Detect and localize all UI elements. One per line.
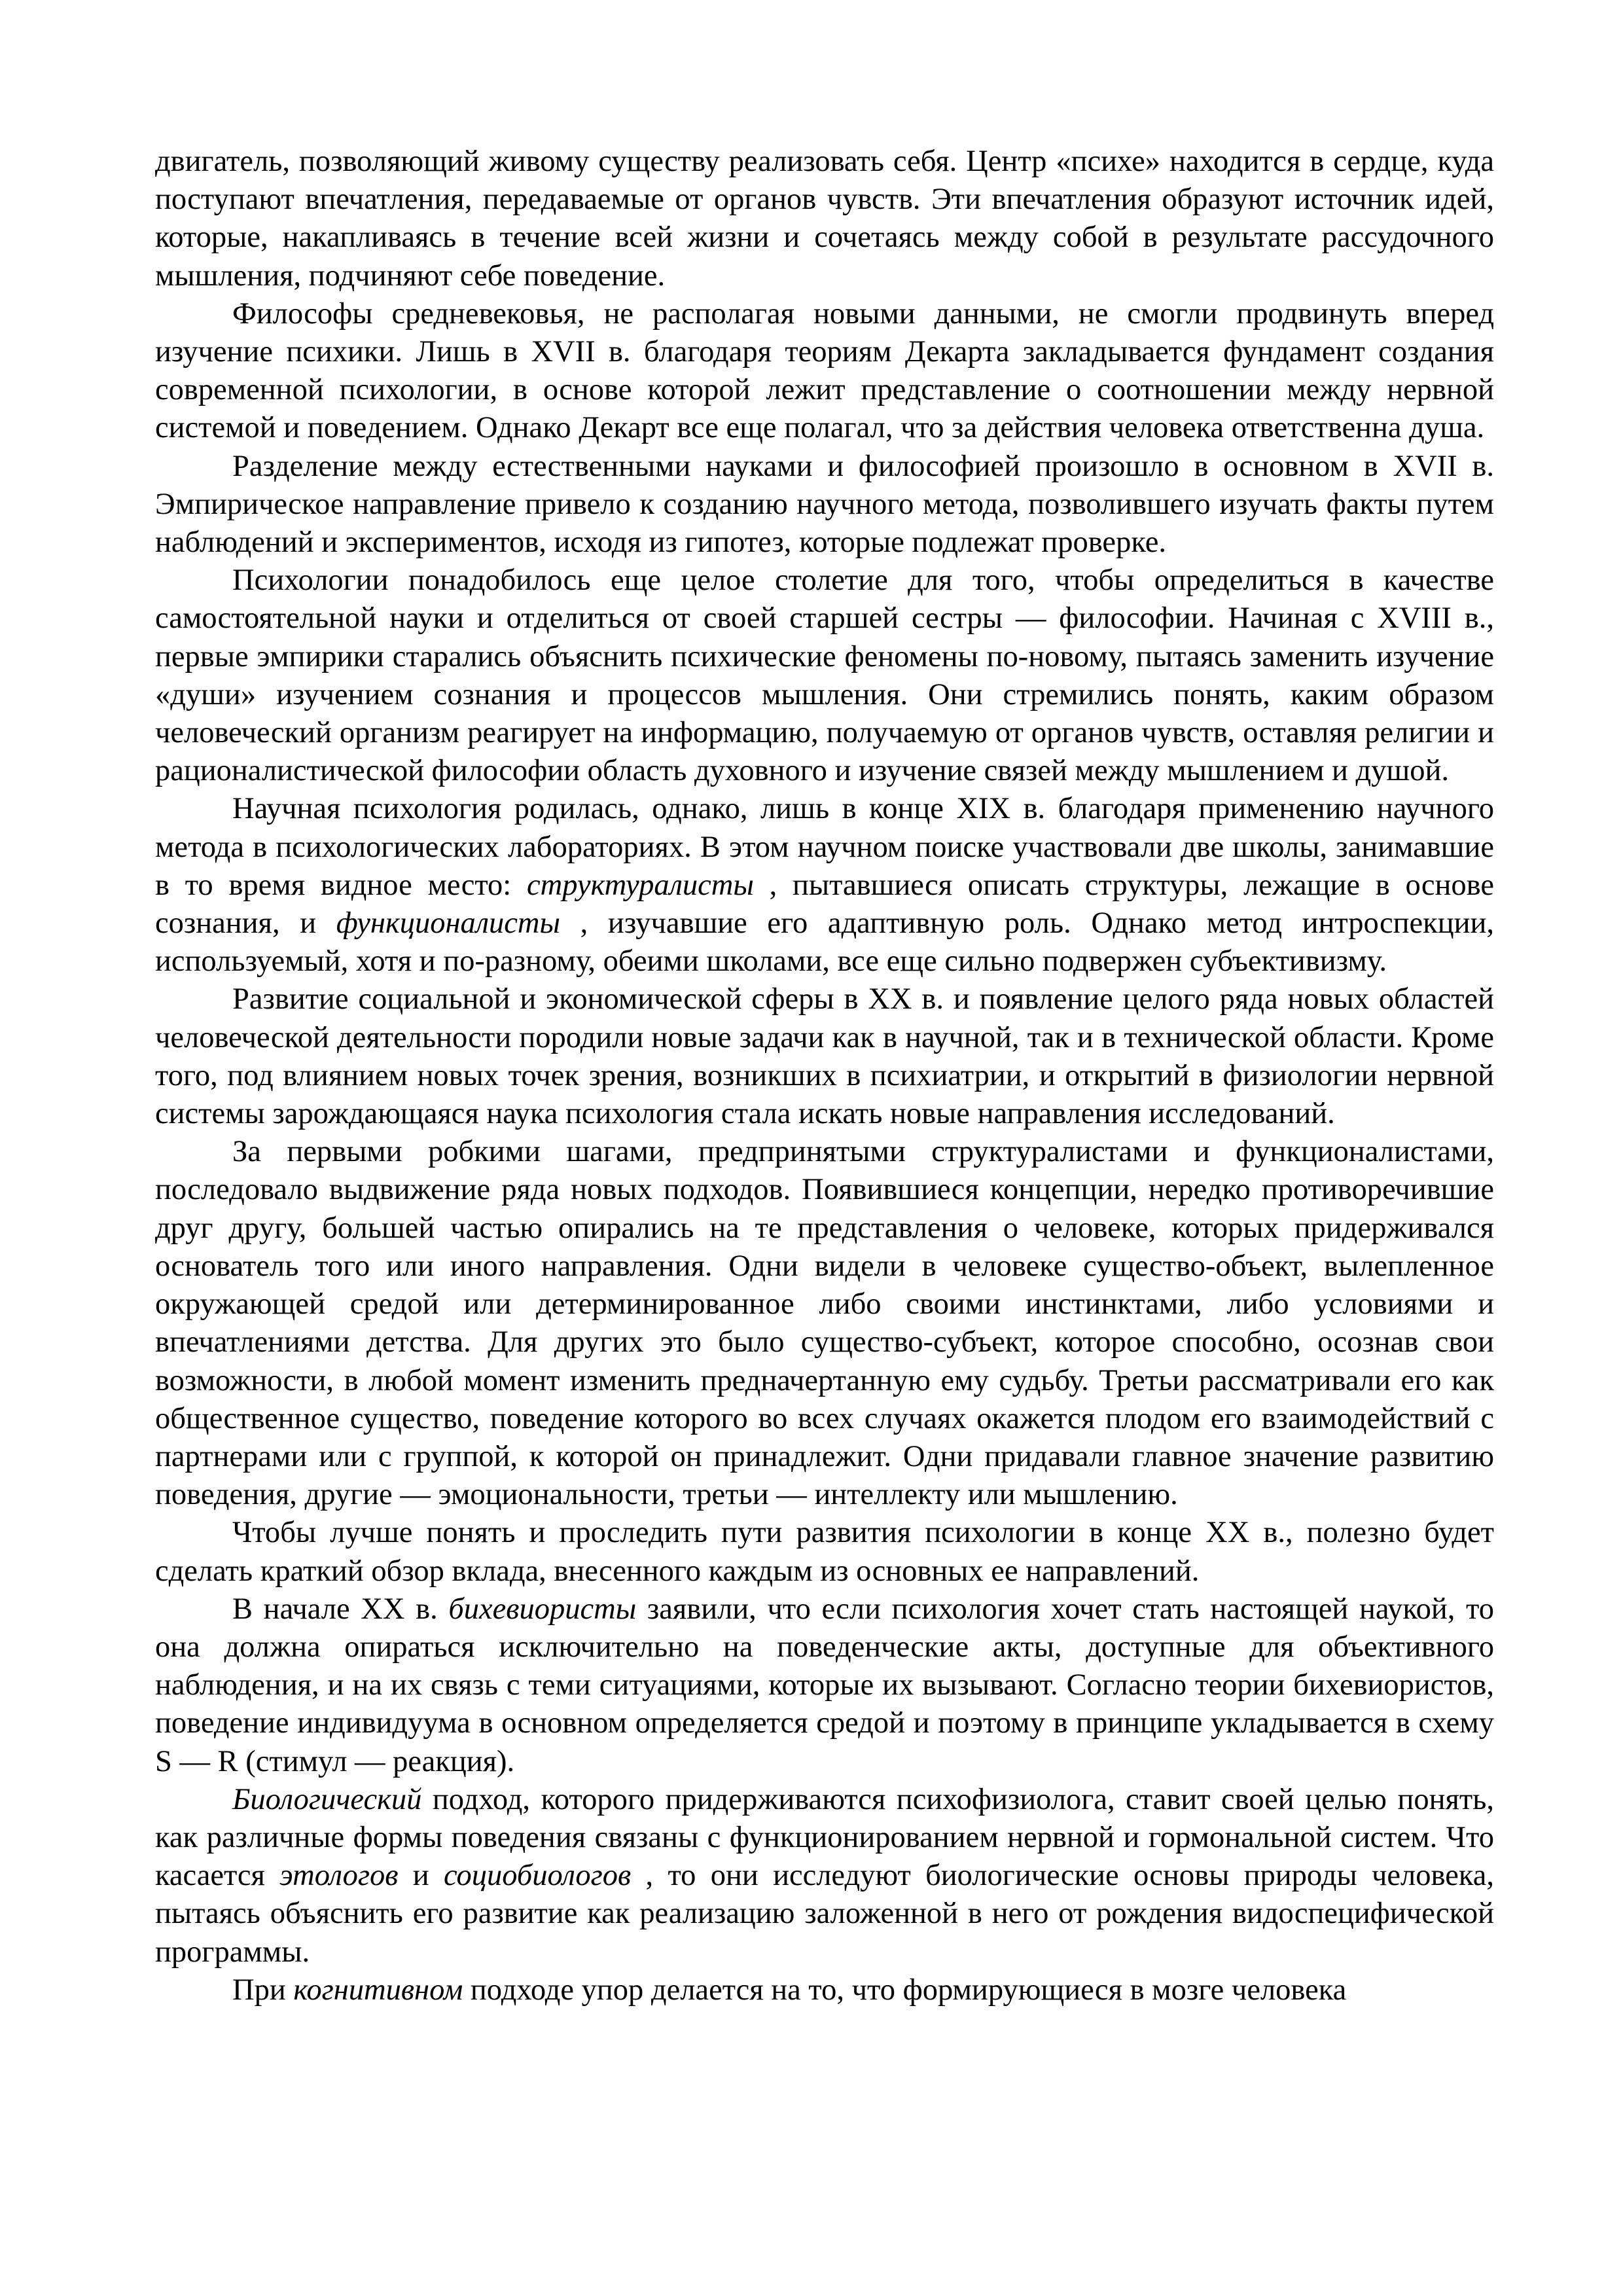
paragraph-text: Разделение между естественными науками и философией произошло в основном в XVII в. Эмпирическое направление привело к созданию научного метода, позволившего изучать факты путем наблюдений и экспериментов, исходя из гипотез, которые подлежат проверке. [155, 449, 1494, 560]
term-behaviorists: бихевиористы [448, 1592, 637, 1626]
paragraph-text: Философы средневековья, не располагая новыми данными, не смогли продвинуть вперед изучение психики. Лишь в XVII в. благодаря теориям Декарта закладывается фундамент создания современной психологии, в основе которой лежит представление о соотношении между нервной системой и поведением. Однако Декарт все еще полагал, что за действия человека ответственна душа. [155, 296, 1494, 445]
paragraph-text: В начале XX в. [232, 1592, 449, 1626]
paragraph-text: Развитие социальной и экономической сферы в XX в. и появление целого ряда новых областей человеческой деятельности породили новые задачи как в научной, так и в технической области. Кроме того, под влиянием новых точек зрения, возникших в психиатрии, и открытий в физиологии нервной системы зарождающаяся наука психология стала искать новые направления исследований. [155, 982, 1494, 1131]
paragraph-text: , то они исследуют биологические основы природы человека, пытаясь объяснить его развитие как реализацию заложенной в него от рождения видоспецифической программы. [155, 1859, 1494, 1969]
paragraph-text: и [398, 1859, 444, 1893]
paragraph-text: , пытавшиеся описать структуры, лежащие в основе сознания, и [155, 868, 1495, 941]
paragraph-text: За первыми робкими шагами, предпринятыми структуралистами и функционалистами, последовало выдвижение ряда новых подходов. Появившиеся концепции, нередко противоречившие друг другу, большей частью опирались на те представления о человеке, которых придерживался основатель того или иного направления. Одни видели в человеке существо-объект, вылепленное окружающей средой или детерминированное либо своими инстинктами, либо условиями и впечатлениями детства. Для других это было существо-субъект, которое способно, осознав свои возможности, в любой момент изменить предначертанную ему судьбу. Третьи рассматривали его как общественное существо, поведение которого во всех случаях окажется плодом его взаимодействий с партнерами или с группой, к которой он принадлежит. Одни придавали главное значение развитию поведения, другие — эмоциональности, третьи — интеллекту или мышлению. [155, 1135, 1494, 1512]
term-biological: Биологический [232, 1782, 422, 1816]
paragraph-sciences-separation [155, 448, 1494, 562]
paragraph-text: , изучавшие его адаптивную роль. Однако метод интроспекции, используемый, хотя и по-разному, обеими школами, все еще сильно подвержен субъективизму. [155, 906, 1494, 978]
paragraph-empiricists [155, 562, 1494, 790]
term-cognitive: когнитивном [293, 1973, 463, 2007]
paragraph-text: Научная психология родилась, однако, лишь в конце XIX в. благодаря применению научного метода в психологических лабораториях. В этом научном поиске участвовали две школы, занимавшие в то время видное место: [155, 792, 1494, 902]
paragraph-text: Психологии понадобилось еще целое столетие для того, чтобы определиться в качестве самостоятельной науки и отделиться от своей старшей сестры — философии. Начиная с XVIII в., первые эмпирики старались объяснить психические феномены по-новому, пытаясь заменить изучение «души» изучением сознания и процессов мышления. Они стремились понять, каким образом человеческий организм реагирует на информацию, получаемую от органов чувств, оставляя религии и рационалистической философии область духовного и изучение связей между мышлением и душой. [155, 564, 1494, 788]
paragraph-text: подход, которого придерживаются психофизиолога, ставит своей целью понять, как различные формы поведения связаны с функционированием нервной и гормональной систем. Что касается [155, 1782, 1494, 1893]
term-functionalists: функционалисты [336, 906, 560, 941]
paragraph-text: двигатель, позволяющий живому существу реализовать себя. Центр «психе» находится в сердце, куда поступают впечатления, передаваемые от органов чувств. Эти впечатления образуют источник идей, которые, накапливаясь в течение всей жизни и сочетаясь между собой в результате рассудочного мышления, подчиняют себе поведение. [155, 145, 1494, 293]
paragraph-overview [155, 1514, 1494, 1590]
paragraph-text: подходе упор делается на то, что формирующиеся в мозге человека [463, 1973, 1347, 2007]
paragraph-biological-approach [155, 1781, 1494, 1971]
paragraph-text: Чтобы лучше понять и проследить пути развития психологии в конце XX в., полезно будет сделать краткий обзор вклада, внесенного каждым из основных ее направлений. [155, 1516, 1494, 1588]
paragraph-text: заявили, что если психология хочет стать настоящей наукой, то она должна опираться исключительно на поведенческие акты, доступные для объективного наблюдения, и на их связь с теми ситуациями, которые их вызывают. Согласно теории бихевиористов, поведение индивидуума в основном определяется средой и поэтому в принципе укладывается в схему S — R (стимул — реакция). [155, 1592, 1495, 1778]
term-sociobiologists: социобиологов [443, 1859, 632, 1893]
paragraph-scientific-psychology [155, 790, 1494, 980]
paragraph-text: При [232, 1973, 294, 2007]
paragraph-new-approaches [155, 1133, 1494, 1514]
term-ethologists: этологов [279, 1859, 399, 1893]
paragraph-xx-century-development [155, 980, 1494, 1133]
paragraph-medieval-philosophers [155, 295, 1494, 448]
term-structuralists: структуралисты [527, 868, 754, 902]
paragraph-psyche-center [155, 143, 1494, 295]
paragraph-behaviorists [155, 1590, 1494, 1781]
paragraph-cognitive-approach [155, 1971, 1494, 2009]
document-page [155, 143, 1494, 2009]
